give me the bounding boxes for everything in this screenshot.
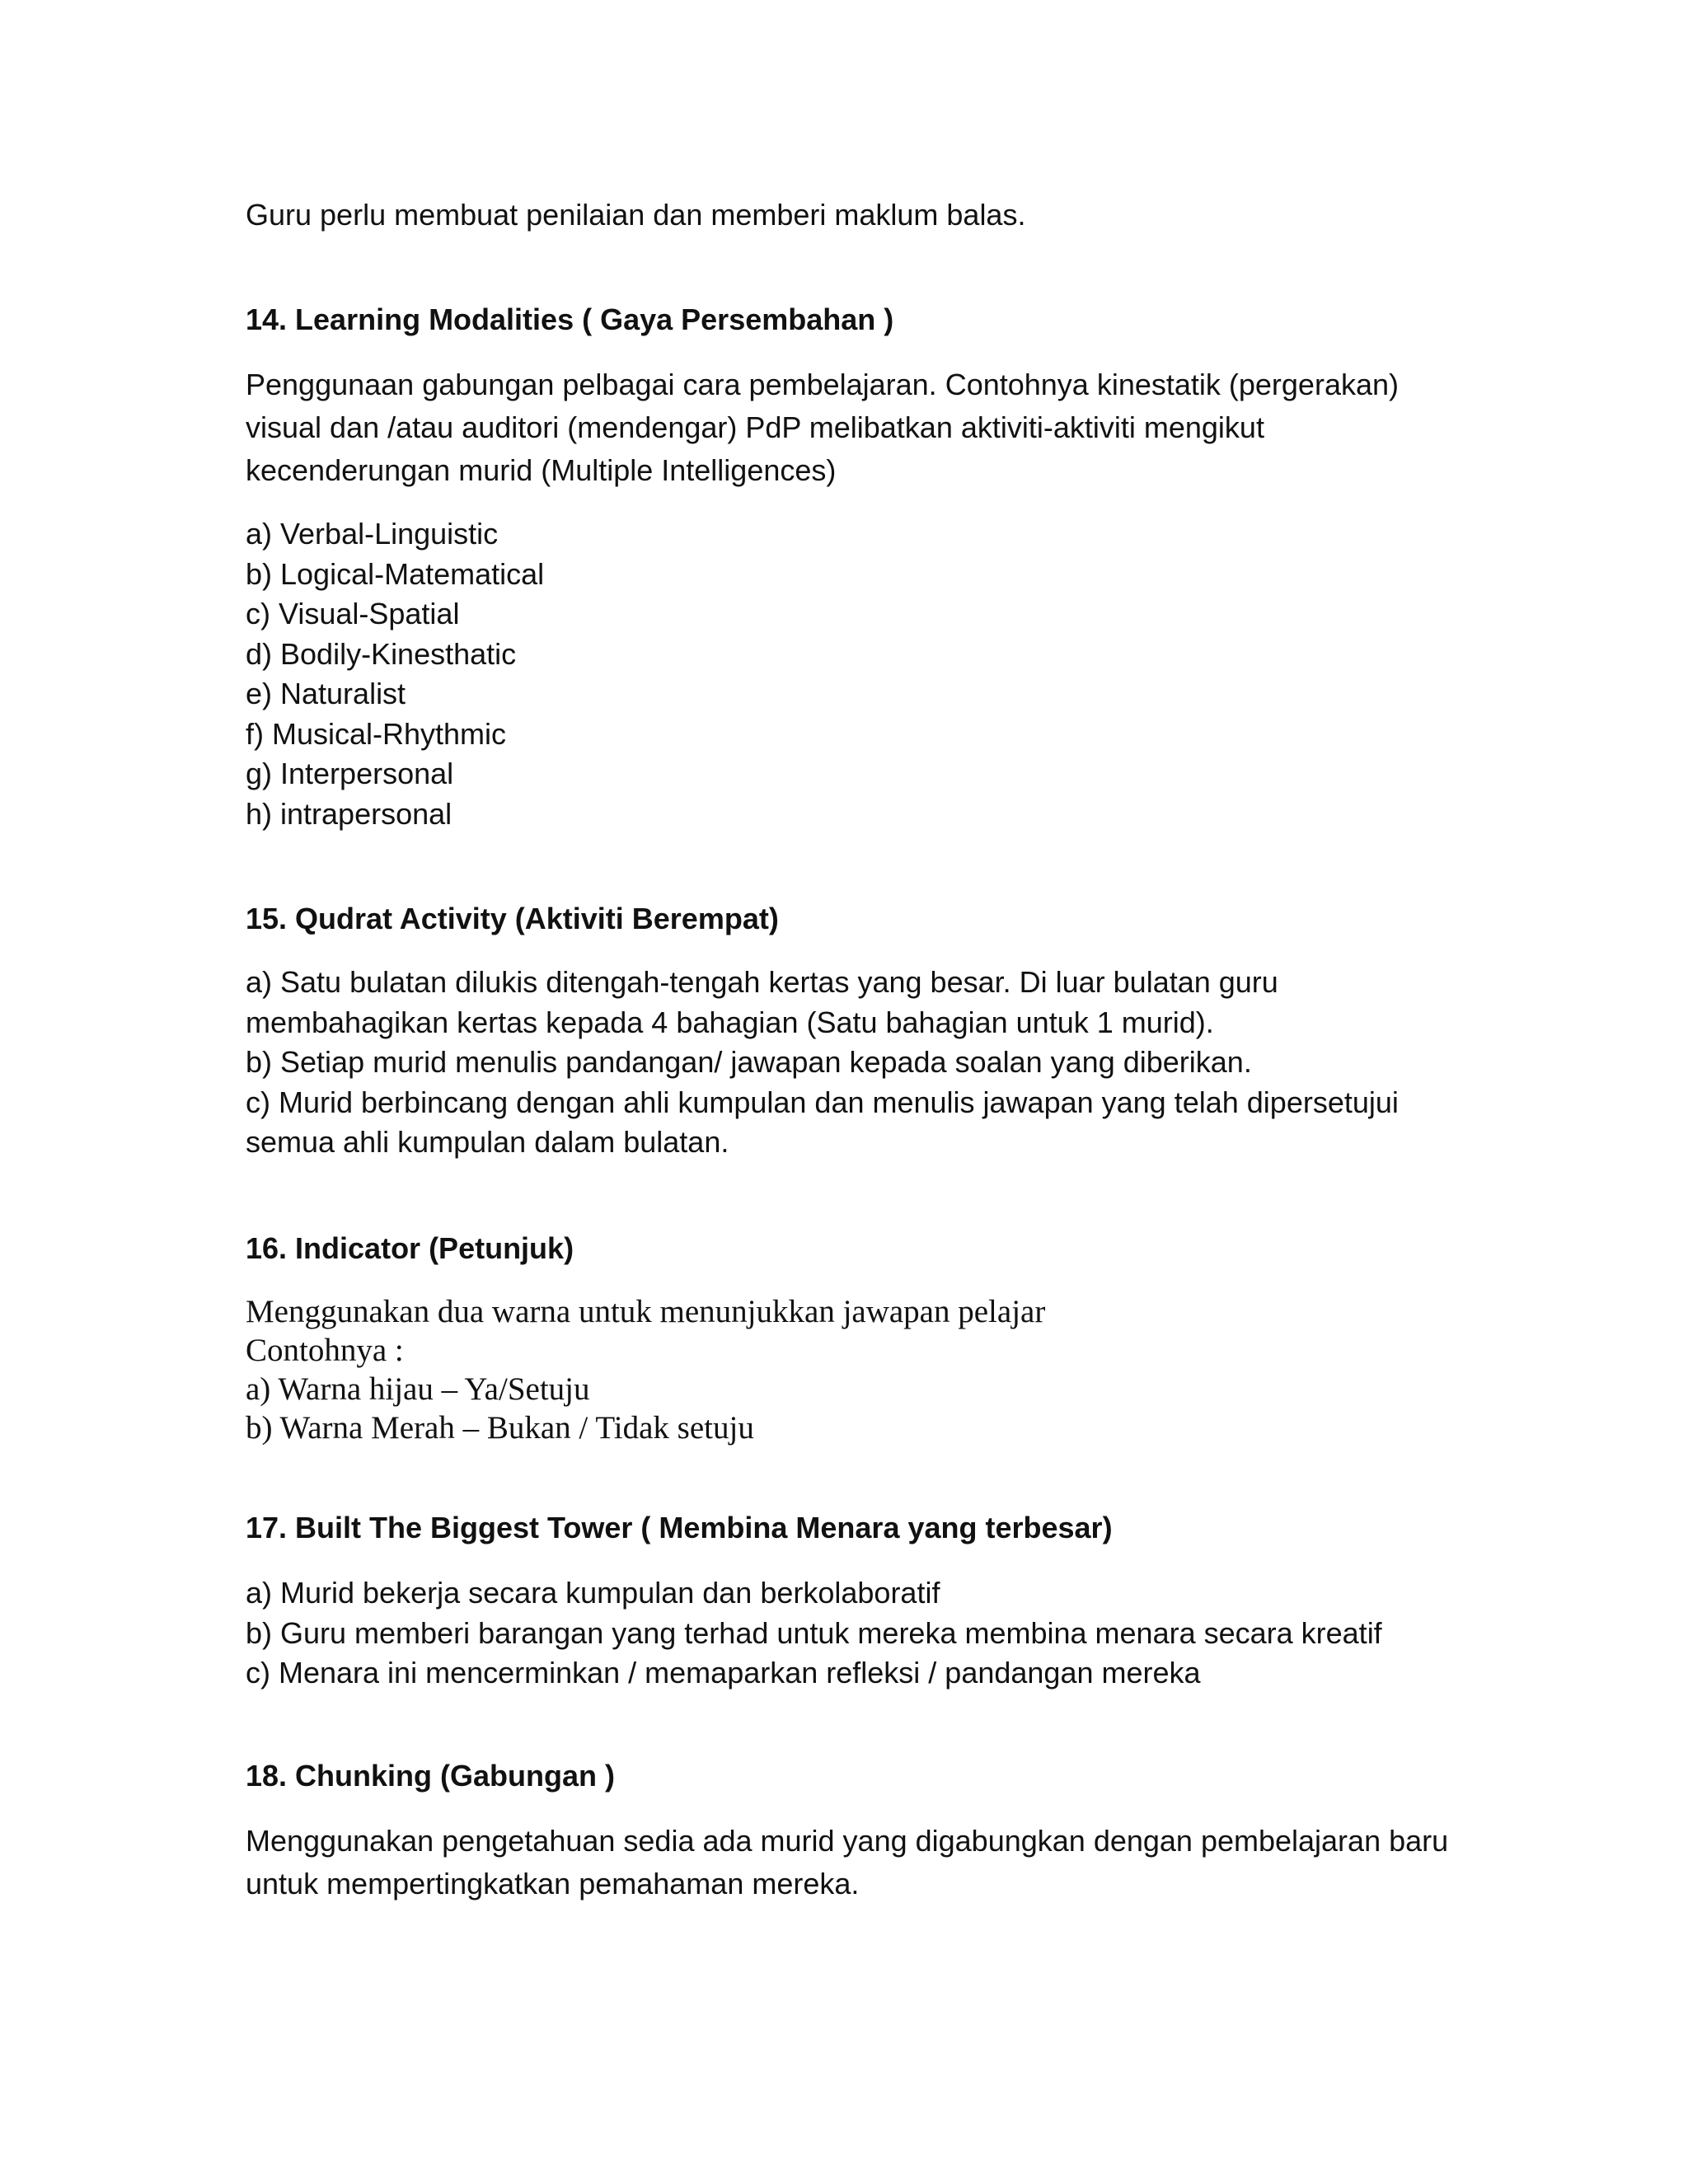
section-17-heading: 17. Built The Biggest Tower ( Membina Menara yang terbesar) [246,1511,1113,1544]
section-18-heading: 18. Chunking (Gabungan ) [246,1759,615,1793]
list-item: e) Naturalist [246,677,406,710]
section-15-heading: 15. Qudrat Activity (Aktiviti Berempat) [246,902,779,935]
section-15-list [246,963,1399,1163]
section-18-paragraph: Menggunakan pengetahuan sedia ada murid yang digabungkan dengan pembelajaran baru untuk mempertingkatkan pemahaman mereka. [246,1824,1449,1900]
list-item: c) Murid berbincang dengan ahli kumpulan dan menulis jawapan yang telah dipersetujui [246,1085,1399,1119]
section-16-heading: 16. Indicator (Petunjuk) [246,1231,574,1265]
list-item: Menggunakan dua warna untuk menunjukkan jawapan pelajar [246,1294,1046,1329]
list-item: b) Guru memberi barangan yang terhad untuk mereka membina menara secara kreatif [246,1615,1382,1650]
intro-text: Guru perlu membuat penilaian dan memberi maklum balas. [246,198,1026,232]
list-item: f) Musical-Rhythmic [246,716,507,751]
list-item: a) Warna hijau – Ya/Setuju [246,1371,590,1407]
list-item: a) Murid bekerja secara kumpulan dan berkolaboratif [246,1576,940,1610]
list-item: Contohnya : [246,1333,404,1368]
document-page [246,0,1482,2184]
list-item: b) Warna Merah – Bukan / Tidak setuju [246,1410,754,1446]
list-item: a) Verbal-Linguistic [246,517,499,551]
list-item: a) Satu bulatan dilukis ditengah-tengah kertas yang besar. Di luar bulatan guru [246,965,1278,999]
list-item: b) Logical-Matematical [246,556,545,591]
section-16-list [246,1292,1045,1447]
list-item: membahagikan kertas kepada 4 bahagian (Satu bahagian untuk 1 murid). [246,1005,1214,1039]
list-item: c) Visual-Spatial [246,597,460,630]
section-14-heading: 14. Learning Modalities ( Gaya Persembahan ) [246,302,894,336]
section-14-paragraph: Penggunaan gabungan pelbagai cara pembelajaran. Contohnya kinestatik (pergerakan) visual dan /atau auditori (mendengar) PdP melibatkan aktiviti-aktiviti mengikut kecenderungan murid (Multiple Intelligences) [246,368,1399,487]
list-item: semua ahli kumpulan dalam bulatan. [246,1125,729,1159]
section-17-list [246,1573,1382,1694]
list-item: h) intrapersonal [246,796,452,831]
list-item: g) Interpersonal [246,757,454,790]
section-14-list [246,514,544,834]
list-item: c) Menara ini mencerminkan / memaparkan refleksi / pandangan mereka [246,1656,1201,1690]
list-item: b) Setiap murid menulis pandangan/ jawapan kepada soalan yang diberikan. [246,1045,1252,1079]
list-item: d) Bodily-Kinesthatic [246,636,517,671]
